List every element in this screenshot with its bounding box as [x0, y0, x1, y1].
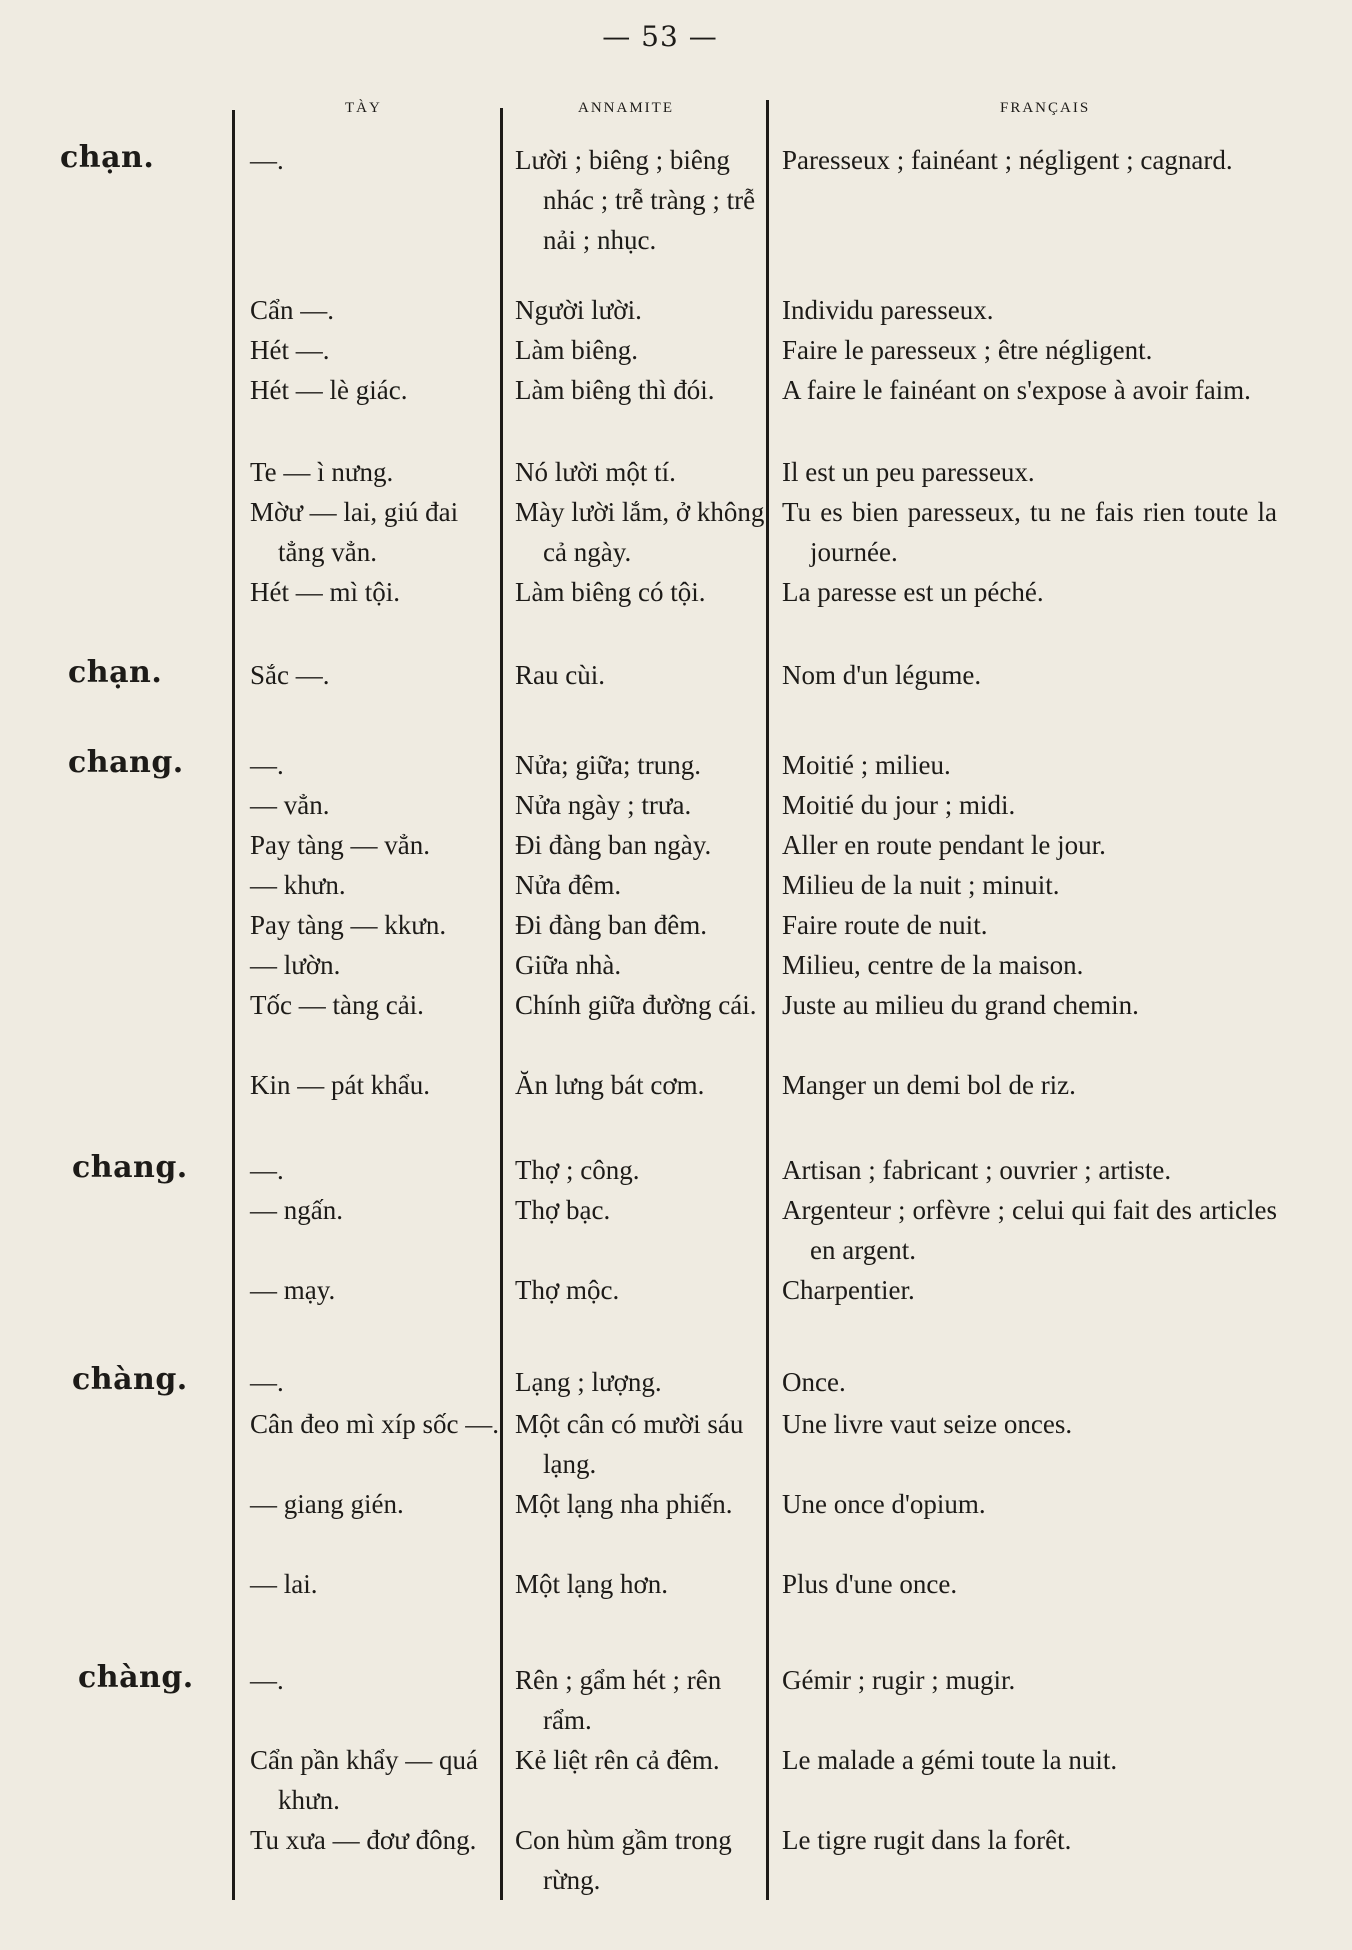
annamite-cell: Lạng ; lượng. — [515, 1367, 662, 1397]
column-rule-middle — [500, 108, 503, 1900]
annamite-cell: Thợ ; công. — [515, 1155, 640, 1185]
headword: chàng. — [72, 1362, 188, 1397]
tay-cell: —. — [250, 1367, 284, 1397]
annamite-cell: Làm biêng thì đói. — [515, 375, 715, 405]
tay-cell: — ngấn. — [250, 1195, 343, 1225]
annamite-cell: Một cân có mười sáu lạng. — [515, 1409, 744, 1479]
headword: chạn. — [68, 655, 163, 690]
annamite-cell: Chính giữa đường cái. — [515, 990, 757, 1020]
tay-cell: — vẳn. — [250, 790, 330, 820]
annamite-cell: Ăn lưng bát cơm. — [515, 1070, 705, 1100]
francais-cell: Moitié du jour ; midi. — [782, 790, 1016, 820]
tay-cell: Pay tàng — kkưn. — [250, 910, 447, 940]
annamite-cell: Nửa đêm. — [515, 870, 622, 900]
tay-cell: Sắc —. — [250, 660, 330, 690]
tay-cell: — giang gién. — [250, 1489, 404, 1519]
annamite-cell: Lười ; biêng ; biêng nhác ; trễ tràng ; trễ nải ; nhục. — [515, 145, 756, 255]
francais-cell: Artisan ; fabricant ; ouvrier ; artiste. — [782, 1155, 1172, 1185]
headword: chàng. — [78, 1660, 194, 1695]
annamite-cell: Đi đàng ban đêm. — [515, 910, 707, 940]
francais-cell: Gémir ; rugir ; mugir. — [782, 1665, 1016, 1695]
tay-cell: —. — [250, 145, 284, 175]
annamite-cell: Rau cùi. — [515, 660, 605, 690]
column-header-francais: FRANÇAIS — [1000, 100, 1091, 116]
column-rule-left — [232, 110, 235, 1900]
tay-cell: —. — [250, 750, 284, 780]
francais-cell: Aller en route pendant le jour. — [782, 830, 1106, 860]
francais-cell: A faire le fainéant on s'expose à avoir faim. — [782, 375, 1251, 405]
tay-cell: —. — [250, 1665, 284, 1695]
francais-cell: Nom d'un légume. — [782, 660, 982, 690]
tay-cell: Cẩn —. — [250, 295, 334, 325]
francais-cell: La paresse est un péché. — [782, 577, 1044, 607]
annamite-cell: Rên ; gẩm hét ; rên rẩm. — [515, 1665, 722, 1735]
tay-cell: Cân đeo mì xíp sốc —. — [250, 1409, 499, 1439]
annamite-cell: Giữa nhà. — [515, 950, 622, 980]
francais-cell: Once. — [782, 1367, 846, 1397]
tay-cell: Hét — lè giác. — [250, 375, 408, 405]
annamite-cell: Mày lười lắm, ở không cả ngày. — [515, 497, 765, 567]
tay-cell: Te — ì nưng. — [250, 457, 394, 487]
francais-cell: Paresseux ; fainéant ; négligent ; cagnard. — [782, 145, 1233, 175]
tay-cell: Kin — pát khẩu. — [250, 1070, 430, 1100]
francais-cell: Une once d'opium. — [782, 1489, 986, 1519]
francais-cell: Le malade a gémi toute la nuit. — [782, 1745, 1118, 1775]
tay-cell: Tu xưa — đơư đông. — [250, 1825, 477, 1855]
francais-cell: Milieu de la nuit ; minuit. — [782, 870, 1060, 900]
annamite-cell: Làm biêng. — [515, 335, 638, 365]
francais-cell: Faire route de nuit. — [782, 910, 988, 940]
tay-cell: Mờư — lai, giú đai tẳng vẳn. — [250, 497, 459, 567]
francais-cell: Milieu, centre de la maison. — [782, 950, 1084, 980]
francais-cell: Le tigre rugit dans la forêt. — [782, 1825, 1072, 1855]
tay-cell: — khưn. — [250, 870, 346, 900]
headword: chạn. — [60, 140, 155, 175]
annamite-cell: Nửa ngày ; trưa. — [515, 790, 692, 820]
tay-cell: Pay tàng — vẳn. — [250, 830, 430, 860]
tay-cell: Cẩn pần khẩy — quá khưn. — [250, 1745, 478, 1815]
tay-cell: — lai. — [250, 1569, 318, 1599]
annamite-cell: Thợ mộc. — [515, 1275, 620, 1305]
annamite-cell: Kẻ liệt rên cả đêm. — [515, 1745, 720, 1775]
francais-cell: Plus d'une once. — [782, 1569, 958, 1599]
annamite-cell: Con hùm gầm trong rừng. — [515, 1825, 732, 1895]
tay-cell: Hét —. — [250, 335, 330, 365]
tay-cell: Tốc — tàng cải. — [250, 990, 424, 1020]
francais-cell: Juste au milieu du grand chemin. — [782, 990, 1139, 1020]
column-header-annamite: ANNAMITE — [578, 100, 674, 116]
francais-cell: Charpentier. — [782, 1275, 915, 1305]
annamite-cell: Làm biêng có tội. — [515, 577, 706, 607]
tay-cell: — lườn. — [250, 950, 341, 980]
annamite-cell: Thợ bạc. — [515, 1195, 611, 1225]
page-number: — 53 — — [602, 20, 718, 53]
headword: chang. — [72, 1150, 188, 1185]
headword: chang. — [68, 745, 184, 780]
francais-cell: Moitié ; milieu. — [782, 750, 951, 780]
annamite-cell: Nửa; giữa; trung. — [515, 750, 701, 780]
francais-cell: Argenteur ; orfèvre ; celui qui fait des articles en argent. — [782, 1195, 1277, 1265]
francais-cell: Tu es bien paresseux, tu ne fais rien toute la journée. — [782, 497, 1277, 567]
column-header-tay: TÀY — [345, 100, 382, 116]
francais-cell: Manger un demi bol de riz. — [782, 1070, 1076, 1100]
annamite-cell: Một lạng hơn. — [515, 1569, 669, 1599]
francais-cell: Une livre vaut seize onces. — [782, 1409, 1073, 1439]
francais-cell: Faire le paresseux ; être négligent. — [782, 335, 1153, 365]
francais-cell: Il est un peu paresseux. — [782, 457, 1035, 487]
tay-cell: —. — [250, 1155, 284, 1185]
annamite-cell: Nó lười một tí. — [515, 457, 676, 487]
tay-cell: Hét — mì tội. — [250, 577, 400, 607]
francais-cell: Individu paresseux. — [782, 295, 994, 325]
tay-cell: — mạy. — [250, 1275, 336, 1305]
annamite-cell: Đi đàng ban ngày. — [515, 830, 712, 860]
annamite-cell: Một lạng nha phiến. — [515, 1489, 733, 1519]
annamite-cell: Người lười. — [515, 295, 642, 325]
